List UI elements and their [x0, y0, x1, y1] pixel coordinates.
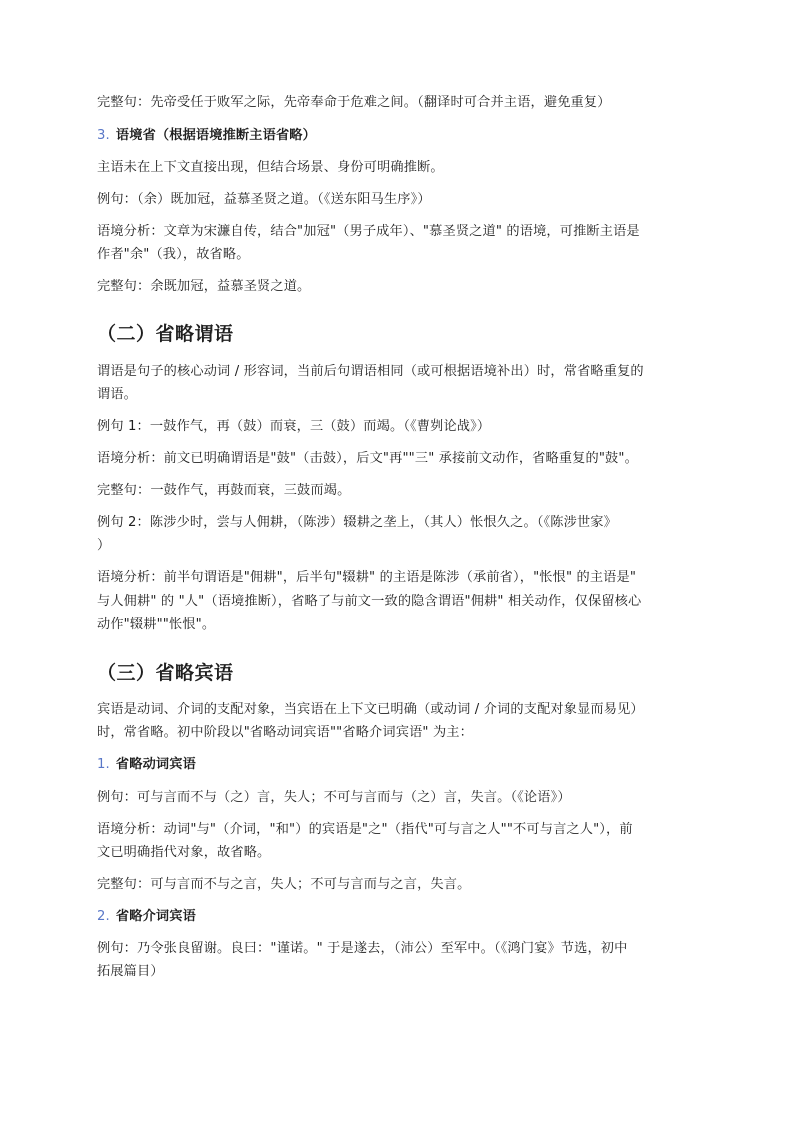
subheading-text: 语境省（根据语境推断主语省略） — [115, 128, 316, 143]
example-sentence: 拓展篇目） — [97, 964, 164, 979]
example-sentence: 例句：（余）既加冠，益慕圣贤之道。（《送东阳马生序》） — [97, 192, 431, 207]
list-number: 2. — [97, 909, 110, 924]
example-sentence: ） — [97, 538, 111, 553]
list-number: 3. — [97, 128, 110, 143]
subheading-3 — [97, 124, 705, 148]
analysis-line: 语境分析：文章为宋濂自传，结合"加冠"（男子成年）、"慕圣贤之道" 的语境，可推断主语是 — [97, 224, 640, 239]
example-sentence: 例句 2：陈涉少时，尝与人佣耕，（陈涉）辍耕之垄上，（其人）怅恨久之。（《陈涉世家》 — [97, 515, 617, 530]
analysis-line: 语境分析：前文已明确谓语是"鼓"（击鼓），后文"再""三" 承接前文动作，省略重复的"鼓"。 — [97, 451, 638, 466]
example-sentence: 例句：乃令张良留谢。良曰："谨诺。" 于是遂去，（沛公）至军中。（《鸿门宴》节选，初中 — [97, 941, 628, 956]
paragraph: 完整句：先帝受任于败军之际，先帝奉命于危难之间。（翻译时可合并主语，避免重复） — [97, 95, 611, 110]
section-heading: （三）省略宾语 — [97, 662, 234, 684]
subheading-text: 省略动词宾语 — [115, 757, 196, 772]
complete-sentence: 完整句：一鼓作气，再鼓而衰，三鼓而竭。 — [97, 483, 351, 498]
list-number: 1. — [97, 757, 110, 772]
analysis-line: 动作"辍耕""怅恨"。 — [97, 617, 216, 632]
section-heading: （二）省略谓语 — [97, 323, 234, 345]
paragraph: 宾语是动词、介词的支配对象，当宾语在上下文已明确（或动词 / 介词的支配对象显而易见） — [97, 702, 644, 717]
paragraph: 主语未在上下文直接出现，但结合场景、身份可明确推断。 — [97, 160, 444, 175]
analysis-line: 与人佣耕" 的 "人"（语境推断），省略了与前文一致的隐含谓语"佣耕" 相关动作，仅保留核心 — [97, 594, 642, 609]
example-sentence: 例句 1：一鼓作气，再（鼓）而衰，三（鼓）而竭。（《曹刿论战》） — [97, 419, 491, 434]
complete-sentence: 完整句：可与言而不与之言，失人；不可与言而与之言，失言。 — [97, 877, 471, 892]
paragraph: 时，常省略。初中阶段以"省略动词宾语""省略介词宾语" 为主： — [97, 725, 473, 740]
analysis-line: 语境分析：动词"与"（介词，"和"）的宾语是"之"（指代"可与言之人""不可与言之人"），前 — [97, 822, 633, 837]
paragraph: 谓语。 — [97, 387, 138, 402]
subheading-2 — [97, 905, 705, 929]
complete-sentence: 完整句：余既加冠，益慕圣贤之道。 — [97, 279, 311, 294]
analysis-line: 语境分析：前半句谓语是"佣耕"，后半句"辍耕" 的主语是陈涉（承前省），"怅恨" 的主语是" — [97, 570, 637, 585]
subheading-1 — [97, 753, 705, 777]
analysis-line: 作者"余"（我），故省略。 — [97, 247, 250, 262]
paragraph: 谓语是句子的核心动词 / 形容词，当前后句谓语相同（或可根据语境补出）时，常省略重复的 — [97, 364, 644, 379]
example-sentence: 例句：可与言而不与（之）言，失人；不可与言而与（之）言，失言。（《论语》） — [97, 790, 571, 805]
subheading-text: 省略介词宾语 — [115, 909, 196, 924]
analysis-line: 文已明确指代对象，故省略。 — [97, 845, 271, 860]
